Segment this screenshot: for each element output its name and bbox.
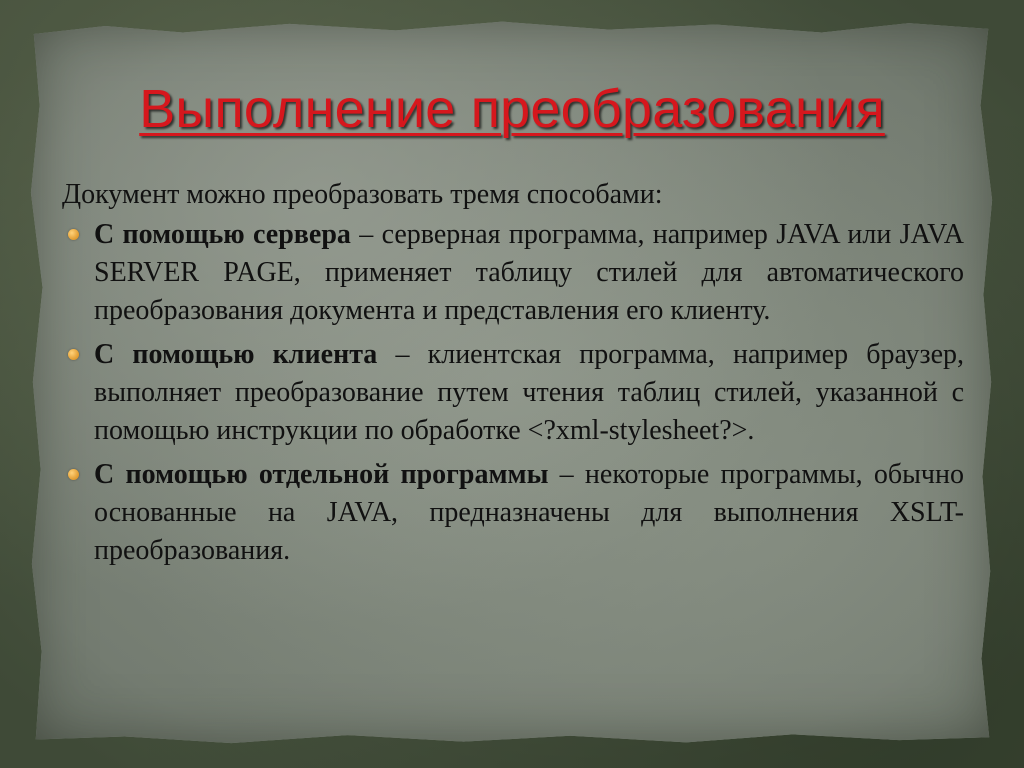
bullet-program (62, 456, 964, 570)
bullet-client-bold: С помощью клиента (94, 339, 378, 370)
bullet-dot-icon (68, 349, 79, 360)
bullet-program-bold: С помощью отдельной программы (94, 459, 549, 490)
bullet-client (62, 336, 964, 450)
bullet-server-text: – серверная программа, например JAVA или JAVA SERVER PAGE, применяет таблицу стилей для автоматического преобразования документа и представления его клиенту. (94, 219, 964, 326)
intro-text: Документ можно преобразовать тремя способами: (62, 179, 663, 210)
slide-title: Выполнение преобразования (139, 79, 885, 139)
bullet-list (62, 216, 964, 570)
slide-content (62, 176, 964, 576)
bullet-dot-icon (68, 229, 79, 240)
bullet-client-text: – клиентская программа, например браузер, выполняет преобразование путем чтения таблиц стилей, указанной с помощью инструкции по обработке <?xml-stylesheet?>. (94, 339, 965, 446)
bullet-server (62, 216, 964, 330)
bullet-program-text: – некоторые программы, обычно основанные на JAVA, предназначены для выполнения XSLT-преобразования. (94, 459, 964, 566)
bullet-dot-icon (68, 469, 79, 480)
bullet-server-bold: С помощью сервера (94, 219, 351, 250)
